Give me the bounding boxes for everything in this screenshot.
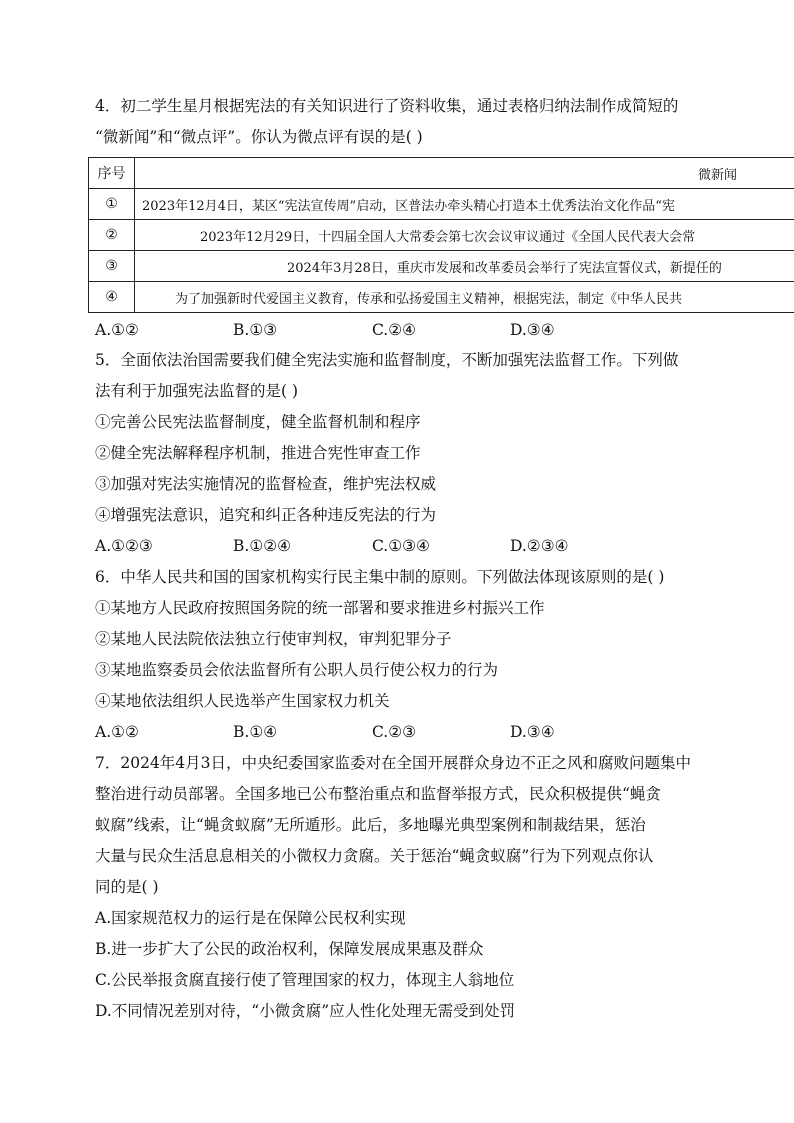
option-c: C.②③	[372, 723, 417, 741]
q5-item: ④增强宪法意识，追究和纠正各种违反宪法的行为	[95, 506, 437, 524]
q5-stem-line1: 5．全面依法治国需要我们健全宪法实施和监督制度，不断加强宪法监督工作。下列做	[95, 351, 679, 369]
table-row	[89, 220, 794, 251]
q4-stem-line2: “微新闻”和“微点评”。你认为微点评有误的是( )	[95, 128, 423, 146]
q7-stem-line: 同的是( )	[95, 878, 159, 896]
q4-stem-line1: 4．初二学生星月根据宪法的有关知识进行了资料收集，通过表格归纳法制作成简短的	[95, 97, 679, 115]
q6-item: ②某地人民法院依法独立行使审判权，审判犯罪分子	[95, 630, 452, 648]
q7-option-a: A.国家规范权力的运行是在保障公民权利实现	[95, 909, 406, 927]
option-b: B.①③	[233, 321, 278, 339]
table-header-row	[89, 158, 794, 189]
option-b: B.①④	[233, 723, 278, 741]
table-header-news: 微新闻	[135, 158, 794, 189]
q4-news-table-container	[88, 157, 794, 317]
table-header-no: 序号	[89, 158, 135, 189]
q7-stem-line: 整治进行动员部署。全国多地已公布整治重点和监督举报方式，民众积极提供“蝇贪	[95, 785, 661, 803]
q7-option-c: C.公民举报贪腐直接行使了管理国家的权力，体现主人翁地位	[95, 971, 515, 989]
table-cell-no: ②	[89, 220, 135, 251]
option-d: D.③④	[510, 723, 555, 741]
q5-item: ①完善公民宪法监督制度，健全监督机制和程序	[95, 413, 421, 431]
table-row	[89, 189, 794, 220]
table-cell-news: 2023年12月4日，某区“宪法宣传周”启动，区普法办牵头精心打造本土优秀法治文化作品“宪	[135, 189, 794, 220]
q5-item: ②健全宪法解释程序机制，推进合宪性审查工作	[95, 444, 421, 462]
option-a: A.①②	[95, 321, 139, 339]
table-cell-no: ①	[89, 189, 135, 220]
option-d: D.②③④	[510, 537, 569, 555]
q6-item: ④某地依法组织人民选举产生国家权力机关	[95, 692, 390, 710]
table-row	[89, 251, 794, 282]
table-row	[89, 282, 794, 313]
table-cell-news: 2023年12月29日，十四届全国人大常委会第七次会议审议通过《全国人民代表大会常	[135, 220, 794, 251]
q7-stem-line: 蚁腐”线索，让“蝇贪蚁腐”无所遁形。此后，多地曝光典型案例和制裁结果，惩治	[95, 816, 646, 834]
q7-stem-line: 7．2024年4月3日，中央纪委国家监委对在全国开展群众身边不正之风和腐败问题集中	[95, 754, 692, 772]
option-a: A.①②③	[95, 537, 153, 555]
q5-stem-line2: 法有利于加强宪法监督的是( )	[95, 382, 299, 400]
table-cell-no: ④	[89, 282, 135, 313]
q6-stem-line1: 6．中华人民共和国的国家机构实行民主集中制的原则。下列做法体现该原则的是( )	[95, 568, 665, 586]
table-cell-news: 为了加强新时代爱国主义教育，传承和弘扬爱国主义精神，根据宪法，制定《中华人民共	[135, 282, 794, 313]
option-c: C.①③④	[372, 537, 430, 555]
q7-option-d: D.不同情况差别对待，“小微贪腐”应人性化处理无需受到处罚	[95, 1002, 516, 1020]
option-b: B.①②④	[233, 537, 292, 555]
q7-option-b: B.进一步扩大了公民的政治权利，保障发展成果惠及群众	[95, 940, 484, 958]
q7-stem-line: 大量与民众生活息息相关的小微权力贪腐。关于惩治“蝇贪蚁腐”行为下列观点你认	[95, 847, 654, 865]
table-cell-no: ③	[89, 251, 135, 282]
option-a: A.①②	[95, 723, 139, 741]
q4-news-table	[88, 157, 794, 313]
option-d: D.③④	[510, 321, 555, 339]
option-c: C.②④	[372, 321, 417, 339]
q5-item: ③加强对宪法实施情况的监督检查，维护宪法权威	[95, 475, 437, 493]
q6-item: ③某地监察委员会依法监督所有公职人员行使公权力的行为	[95, 661, 499, 679]
q6-item: ①某地方人民政府按照国务院的统一部署和要求推进乡村振兴工作	[95, 599, 545, 617]
table-cell-news: 2024年3月28日，重庆市发展和改革委员会举行了宪法宣誓仪式，新提任的	[135, 251, 794, 282]
